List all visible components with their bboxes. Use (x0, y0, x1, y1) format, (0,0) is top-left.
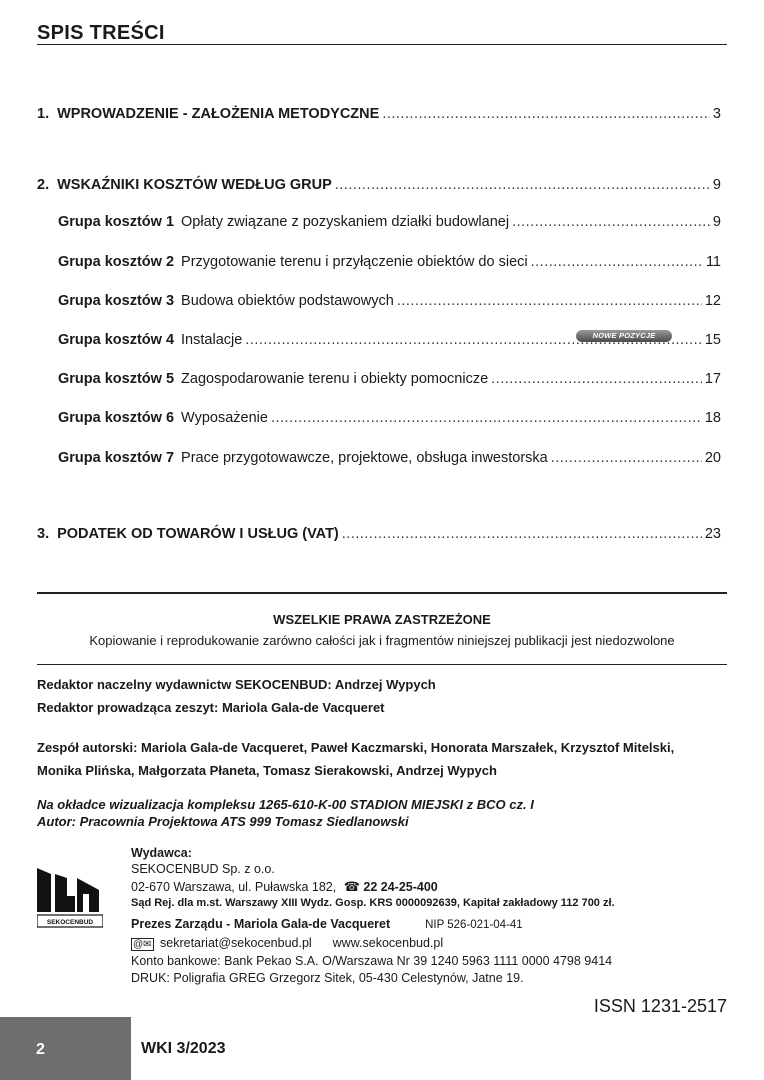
cover-author: Autor: Pracownia Projektowa ATS 999 Tomasz Siedlanowski (37, 814, 409, 829)
toc-group-name: Grupa kosztów 4 (58, 332, 175, 348)
email-icon: @✉ (133, 939, 152, 950)
publisher-board-line (131, 917, 523, 931)
publisher-heading: Wydawca: (131, 846, 192, 860)
toc-leader-dots (271, 410, 702, 426)
issue-editor: Redaktor prowadząca zeszyt: Mariola Gala-de Vacqueret (37, 700, 385, 715)
toc-page-number: 17 (704, 371, 721, 387)
toc-group-label: Przygotowanie terenu i przyłączenie obiektów do sieci (181, 254, 528, 270)
svg-text:SEKOCENBUD: SEKOCENBUD (46, 919, 94, 926)
phone-icon: ☎ (343, 879, 360, 894)
toc-section-1[interactable] (37, 106, 721, 122)
publisher-bank: Konto bankowe: Bank Pekao S.A. O/Warszawa Nr 39 1240 5963 1111 0000 4798 9414 (131, 954, 613, 968)
toc-page-number: 12 (704, 293, 721, 309)
toc-section-number: 1. (37, 106, 50, 122)
toc-leader-dots (551, 450, 702, 466)
toc-group-label: Instalacje (181, 332, 243, 348)
rights-divider (37, 664, 727, 665)
board-president: Prezes Zarządu - Mariola Gala-de Vacqueret (131, 917, 391, 931)
toc-leader-dots (397, 293, 702, 309)
toc-leader-dots (491, 371, 702, 387)
toc-page-number: 18 (704, 410, 721, 426)
new-items-badge: NOWE POZYCJE (576, 330, 672, 342)
toc-section-2[interactable] (37, 177, 721, 193)
footer-page-number: 2 (36, 1041, 45, 1058)
toc-page-number: 23 (704, 526, 721, 542)
toc-group-name: Grupa kosztów 1 (58, 214, 175, 230)
toc-group-2[interactable] (58, 254, 721, 270)
toc-page-number: 15 (704, 332, 721, 348)
authors-line-1: Zespół autorski: Mariola Gala-de Vacqueret, Paweł Kaczmarski, Honorata Marszałek, Krzysztof Mitelski, (37, 740, 675, 755)
sekocenbud-logo (37, 868, 103, 930)
toc-group-name: Grupa kosztów 6 (58, 410, 175, 426)
title-rule (37, 44, 727, 45)
toc-group-label: Zagospodarowanie terenu i obiekty pomocnicze (181, 371, 489, 387)
toc-section-label: WSKAŹNIKI KOSZTÓW WEDŁUG GRUP (57, 177, 332, 193)
toc-group-1[interactable] (58, 214, 721, 230)
toc-group-name: Grupa kosztów 2 (58, 254, 175, 270)
toc-section-number: 2. (37, 177, 50, 193)
toc-leader-dots (342, 526, 702, 542)
authors-line-2: Monika Plińska, Małgorzata Płaneta, Tomasz Sierakowski, Andrzej Wypych (37, 763, 497, 778)
toc-leader-dots (512, 214, 710, 230)
toc-page-number: 20 (704, 450, 721, 466)
toc-group-name: Grupa kosztów 3 (58, 293, 175, 309)
issn: ISSN 1231-2517 (593, 996, 727, 1016)
rights-text: Kopiowanie i reprodukowanie zarówno całości jak i fragmentów niniejszej publikacji jest niedozwolone (89, 633, 675, 648)
publisher-registry: Sąd Rej. dla m.st. Warszawy XIII Wydz. Gosp. KRS 0000092639, Kapitał zakładowy 112 700 zł. (131, 897, 615, 909)
footer-page-box (0, 1017, 131, 1080)
toc-group-label: Prace przygotowawcze, projektowe, obsługa inwestorska (181, 450, 548, 466)
publisher-phone[interactable]: 22 24-25-400 (363, 880, 438, 894)
toc-leader-dots (335, 177, 710, 193)
section-divider (37, 592, 727, 594)
toc-group-7[interactable] (58, 450, 721, 466)
toc-section-number: 3. (37, 526, 50, 542)
toc-page-number: 3 (712, 106, 721, 122)
toc-group-3[interactable] (58, 293, 721, 309)
toc-leader-dots (531, 254, 703, 270)
toc-group-6[interactable] (58, 410, 721, 426)
toc-group-label: Opłaty związane z pozyskaniem działki budowlanej (181, 214, 510, 230)
publisher-contact-line (131, 936, 443, 951)
toc-section-label: WPROWADZENIE - ZAŁOŻENIA METODYCZNE (57, 106, 380, 122)
chief-editor: Redaktor naczelny wydawnictw SEKOCENBUD: Andrzej Wypych (37, 677, 436, 692)
publisher-nip: NIP 526-021-04-41 (425, 919, 523, 931)
toc-page-number: 9 (712, 214, 721, 230)
toc-page-number: 9 (712, 177, 721, 193)
publisher-address-line (131, 879, 438, 895)
toc-group-name: Grupa kosztów 7 (58, 450, 175, 466)
publisher-website[interactable]: www.sekocenbud.pl (332, 936, 444, 950)
publisher-name: SEKOCENBUD Sp. z o.o. (131, 862, 275, 876)
toc-leader-dots (382, 106, 710, 122)
toc-section-label: PODATEK OD TOWARÓW I USŁUG (VAT) (57, 526, 339, 542)
toc-group-name: Grupa kosztów 5 (58, 371, 175, 387)
toc-section-3[interactable] (37, 526, 721, 542)
toc-group-5[interactable] (58, 371, 721, 387)
page-title: SPIS TREŚCI (37, 22, 165, 44)
publisher-address: 02-670 Warszawa, ul. Puławska 182, (131, 880, 337, 894)
rights-title: WSZELKIE PRAWA ZASTRZEŻONE (273, 612, 491, 627)
toc-group-label: Wyposażenie (181, 410, 268, 426)
cover-caption: Na okładce wizualizacja kompleksu 1265-610-K-00 STADION MIEJSKI z BCO cz. I (37, 797, 534, 812)
publisher-print: DRUK: Poligrafia GREG Grzegorz Sitek, 05-430 Celestynów, Jatne 19. (131, 971, 524, 985)
toc-group-label: Budowa obiektów podstawowych (181, 293, 394, 309)
toc-page-number: 11 (705, 254, 721, 270)
footer-issue: WKI 3/2023 (141, 1040, 226, 1057)
publisher-email[interactable]: sekretariat@sekocenbud.pl (160, 936, 312, 950)
